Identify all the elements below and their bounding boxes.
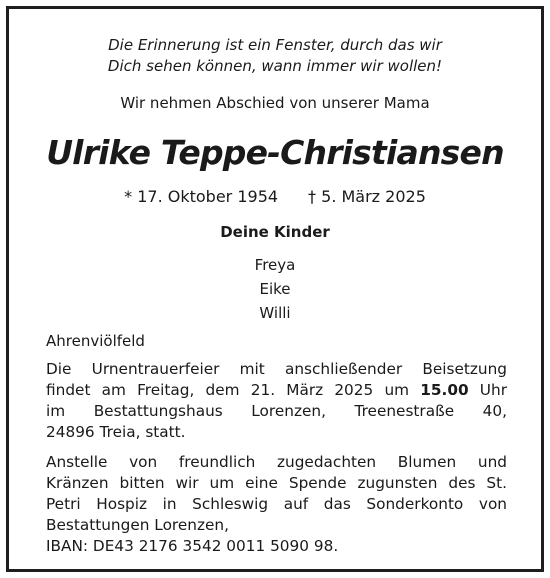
ceremony-time-suffix: Uhr bbox=[468, 381, 507, 399]
child-name: Eike bbox=[259, 280, 291, 298]
ceremony-date-text: findet am Freitag, dem 21. März 2025 um bbox=[46, 381, 421, 399]
iban-line: IBAN: DE43 2176 3542 0011 5090 98. bbox=[46, 537, 339, 555]
ceremony-line-4: 24896 Treia, statt. bbox=[46, 423, 186, 441]
obituary-notice bbox=[6, 6, 544, 572]
quote-line-1: Die Erinnerung ist ein Fenster, durch das wir bbox=[108, 36, 442, 54]
donation-line-3: Petri Hospiz in Schleswig auf das Sonderkonto von bbox=[46, 495, 507, 513]
donation-line-2: Kränzen bitten wir um eine Spende zugunsten des St. bbox=[46, 474, 507, 492]
quote-line-2: Dich sehen können, wann immer wir wollen! bbox=[107, 57, 443, 75]
deceased-name: Ulrike Teppe-Christiansen bbox=[46, 133, 504, 172]
birth-date: * 17. Oktober 1954 bbox=[124, 187, 279, 206]
donation-paragraph bbox=[46, 452, 507, 557]
life-dates bbox=[9, 187, 541, 206]
donation-line-1: Anstelle von freundlich zugedachten Blumen und bbox=[46, 453, 507, 471]
ceremony-line-1: Die Urnentrauerfeier mit anschließender Beisetzung bbox=[46, 360, 507, 378]
place-name: Ahrenviölfeld bbox=[46, 332, 145, 350]
ceremony-line-2 bbox=[46, 380, 507, 401]
farewell-intro: Wir nehmen Abschied von unserer Mama bbox=[120, 94, 430, 112]
child-name: Freya bbox=[254, 256, 296, 274]
memorial-quote bbox=[9, 35, 541, 77]
donation-line-4: Bestattungen Lorenzen, bbox=[46, 516, 229, 534]
ceremony-time: 15.00 bbox=[420, 381, 469, 399]
ceremony-paragraph bbox=[46, 359, 507, 443]
child-name: Willi bbox=[259, 304, 291, 322]
death-date: † 5. März 2025 bbox=[308, 187, 426, 206]
family-heading: Deine Kinder bbox=[220, 223, 330, 241]
ceremony-line-3: im Bestattungshaus Lorenzen, Treenestraße 40, bbox=[46, 402, 507, 420]
